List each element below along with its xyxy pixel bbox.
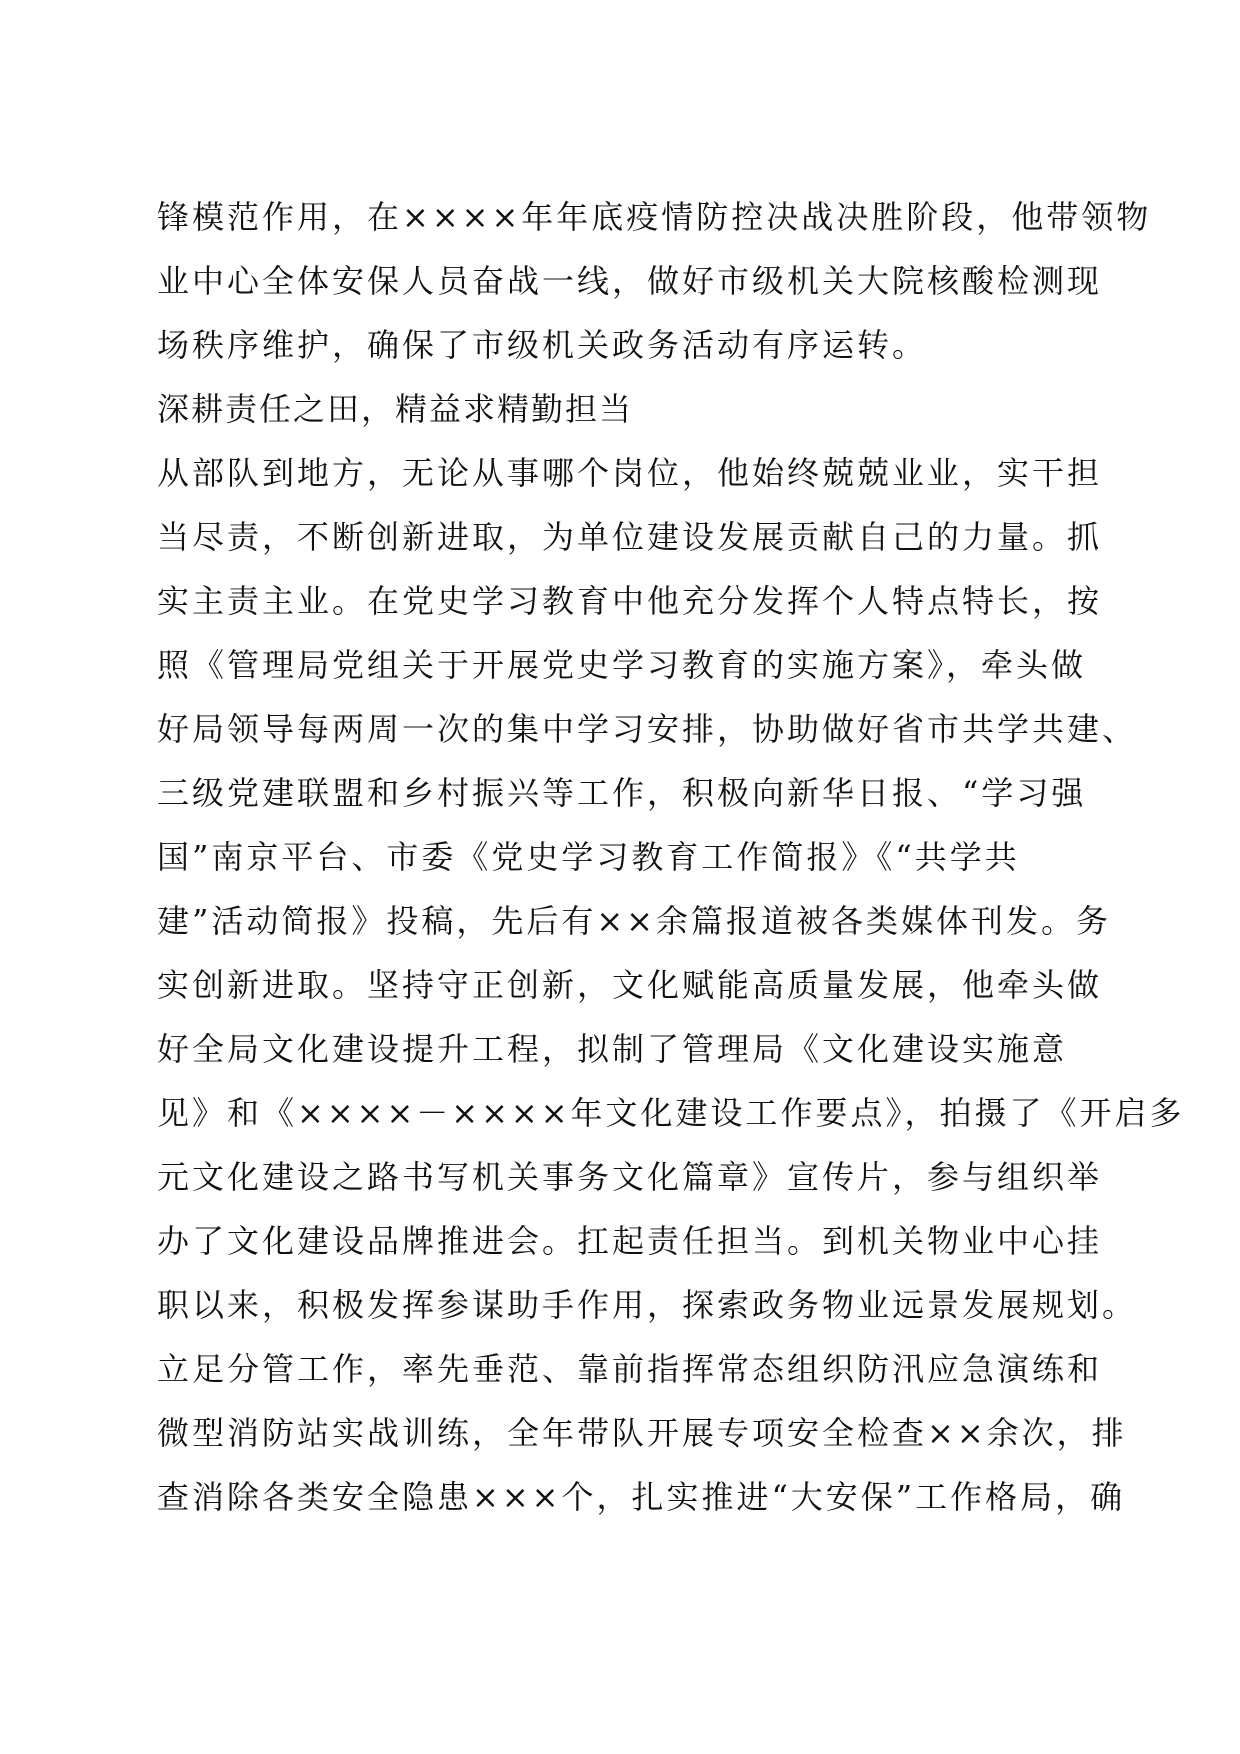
paragraph-line: 元文化建设之路书写机关事务文化篇章》宣传片，参与组织举 — [157, 1158, 1103, 1196]
paragraph-line: 好全局文化建设提升工程，拟制了管理局《文化建设实施意 — [157, 1030, 1068, 1068]
paragraph-line: 锋模范作用，在××××年年底疫情防控决战决胜阶段，他带领物 — [157, 198, 1152, 236]
paragraph-line: 从部队到地方，无论从事哪个岗位，他始终兢兢业业，实干担 — [157, 454, 1103, 492]
paragraph-line: 实主责主业。在党史学习教育中他充分发挥个人特点特长，按 — [157, 582, 1103, 620]
paragraph-line: 办了文化建设品牌推进会。扛起责任担当。到机关物业中心挂 — [157, 1222, 1103, 1260]
paragraph-line: 照《管理局党组关于开展党史学习教育的实施方案》，牵头做 — [157, 646, 1087, 684]
paragraph-line: 国”南京平台、市委《党史学习教育工作简报》《“共学共 — [157, 838, 1020, 876]
paragraph-line: 职以来，积极发挥参谋助手作用，探索政务物业远景发展规划。 — [157, 1286, 1138, 1324]
paragraph-line: 三级党建联盟和乡村振兴等工作，积极向新华日报、“学习强 — [157, 774, 1087, 812]
paragraph-line: 好局领导每两周一次的集中学习安排，协助做好省市共学共建、 — [157, 710, 1138, 748]
paragraph-line: 当尽责，不断创新进取，为单位建设发展贡献自己的力量。抓 — [157, 518, 1103, 556]
paragraph-line: 业中心全体安保人员奋战一线，做好市级机关大院核酸检测现 — [157, 262, 1103, 300]
paragraph-line: 实创新进取。坚持守正创新，文化赋能高质量发展，他牵头做 — [157, 966, 1103, 1004]
paragraph-line: 见》和《××××－××××年文化建设工作要点》，拍摄了《开启多 — [157, 1094, 1185, 1132]
section-heading: 深耕责任之田，精益求精勤担当 — [157, 390, 634, 428]
paragraph-line: 立足分管工作，率先垂范、靠前指挥常态组织防汛应急演练和 — [157, 1350, 1103, 1388]
paragraph-line: 微型消防站实战训练，全年带队开展专项安全检查××余次，排 — [157, 1414, 1127, 1452]
paragraph-line: 场秩序维护，确保了市级机关政务活动有序运转。 — [157, 326, 928, 364]
body-text — [157, 185, 1185, 1529]
paragraph-line: 建”活动简报》投稿，先后有××余篇报道被各类媒体刊发。务 — [157, 902, 1111, 940]
paragraph-line: 查消除各类安全隐患×××个，扎实推进“大安保”工作格局，确 — [157, 1478, 1126, 1516]
